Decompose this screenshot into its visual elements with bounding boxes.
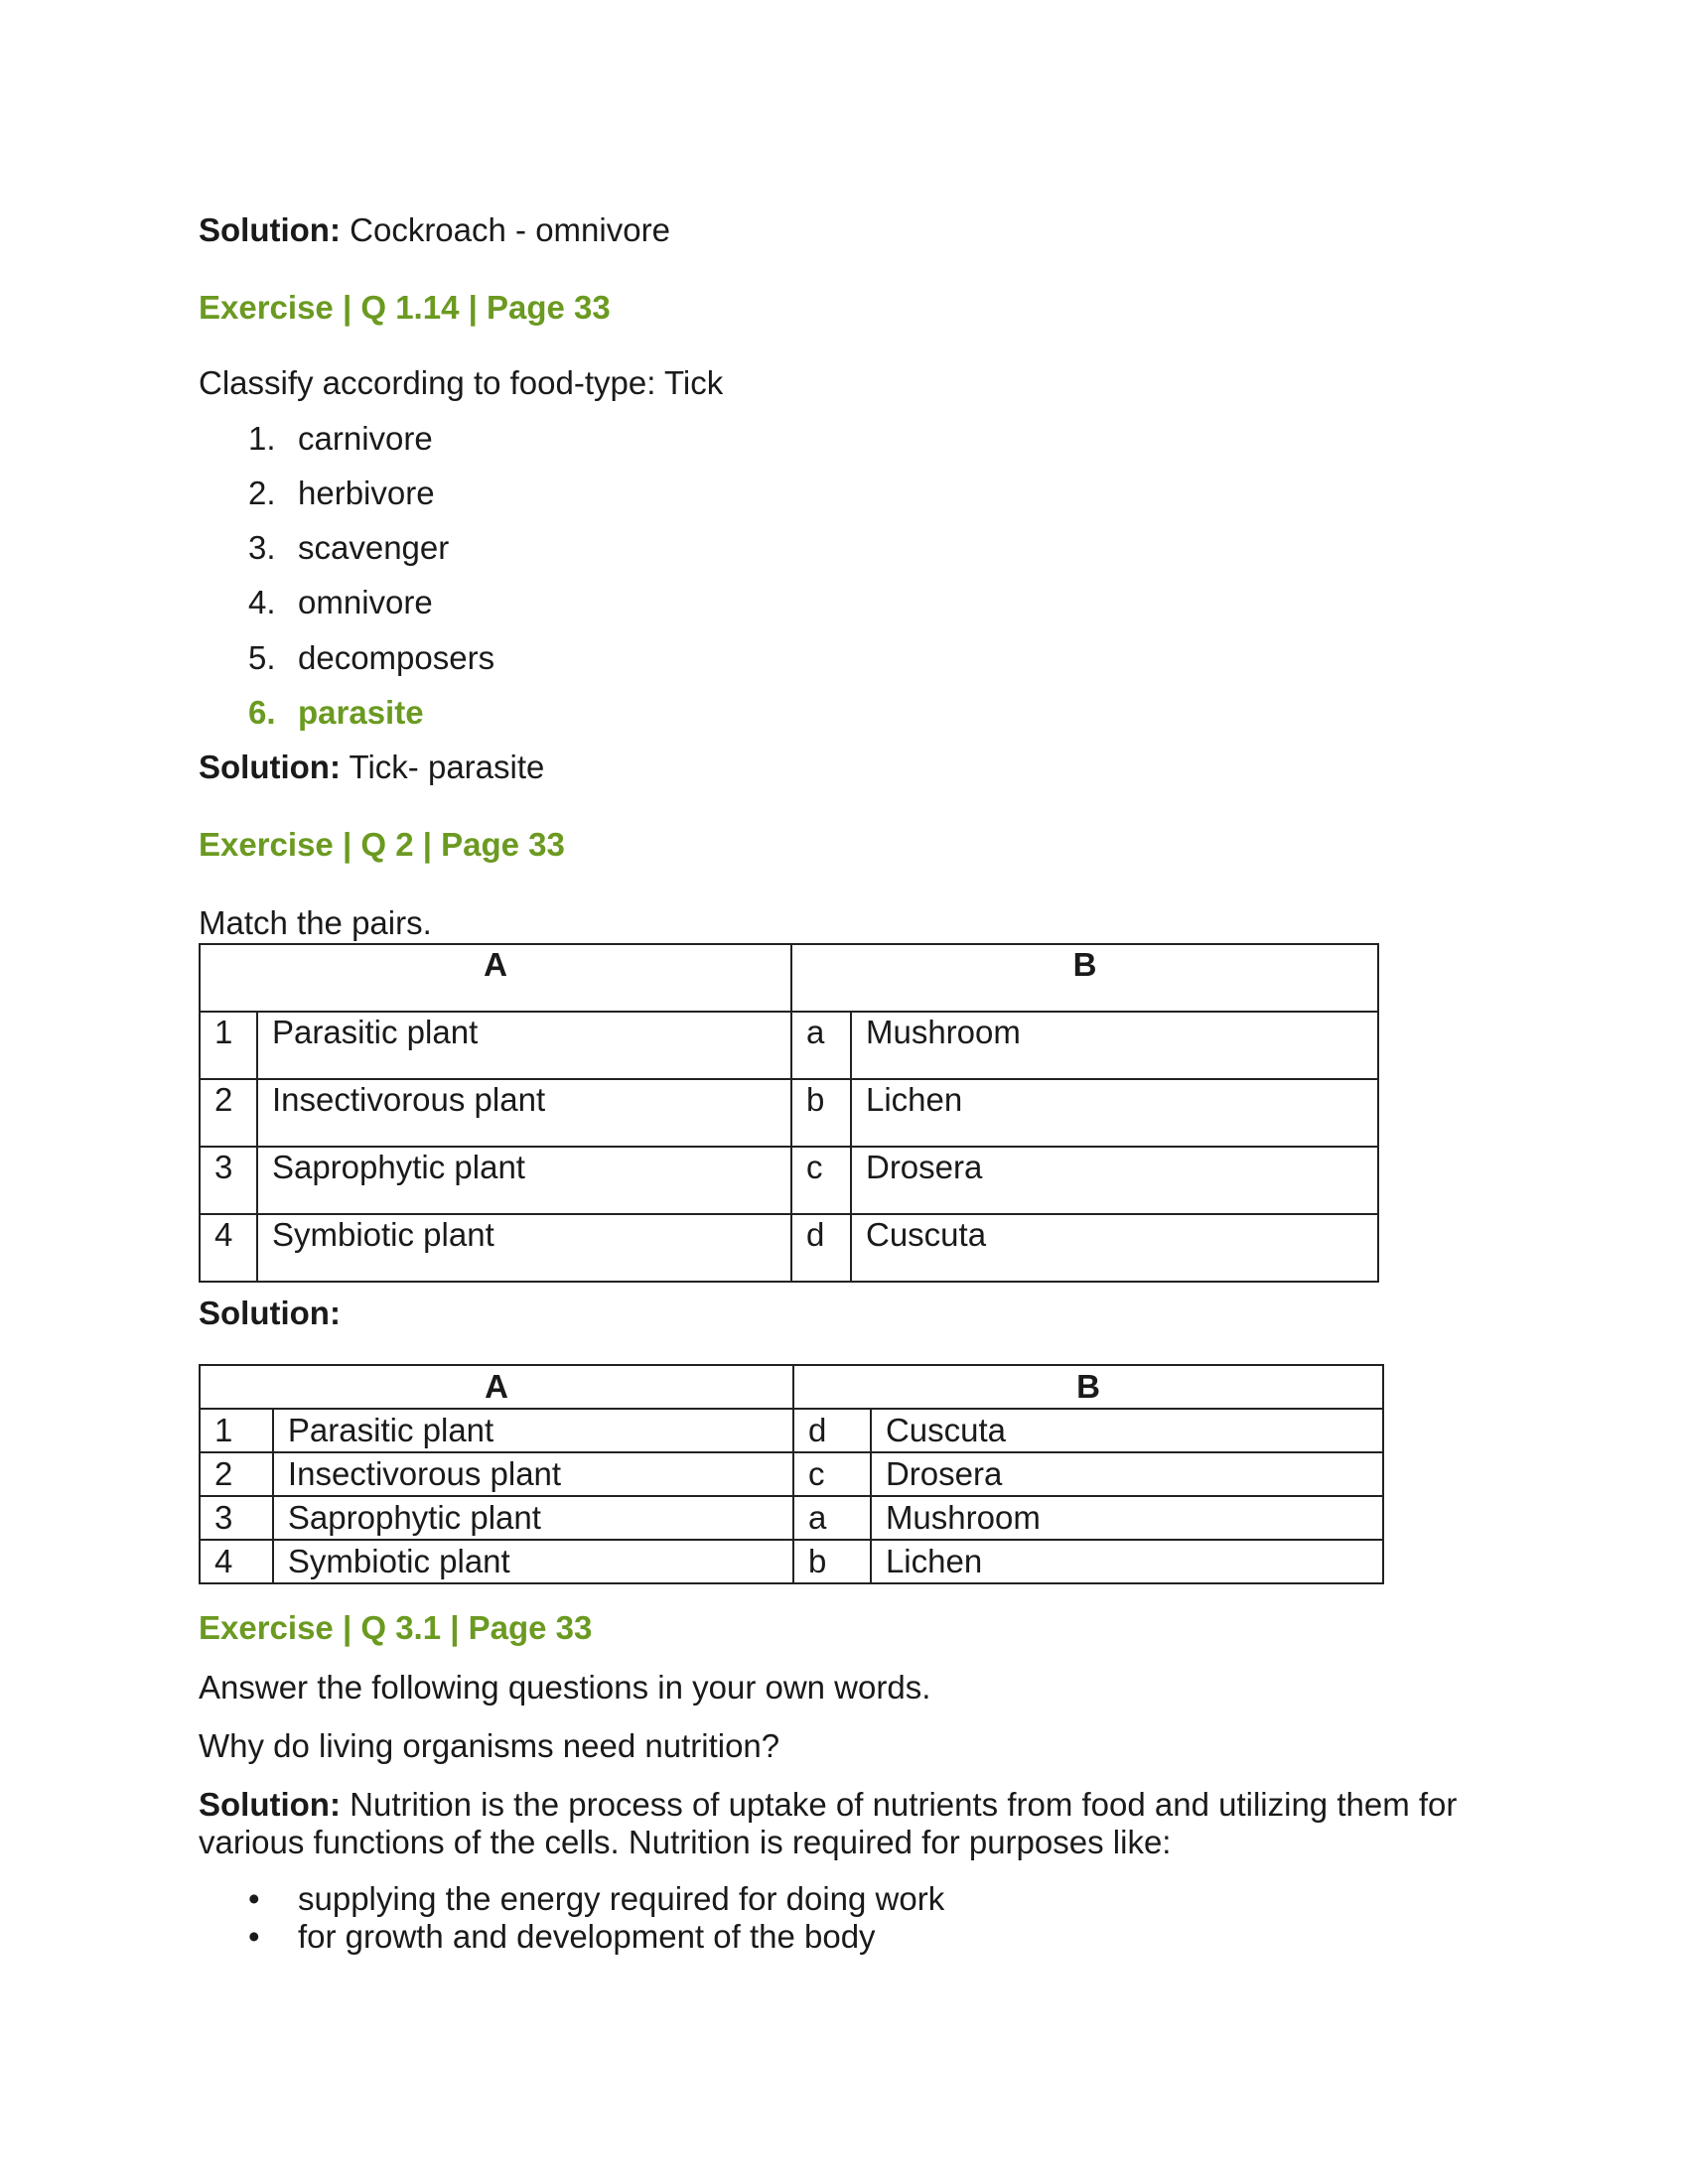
table-row: 2 Insectivorous plant c Drosera	[200, 1452, 1383, 1496]
exercise-heading-1: Exercise | Q 1.14 | Page 33	[199, 289, 611, 326]
question-1: Classify according to food-type: Tick	[199, 364, 724, 401]
solution-2	[199, 748, 544, 787]
bullet-item: • supplying the energy required for doing work	[248, 1880, 945, 1917]
exercise-heading-3: Exercise | Q 3.1 | Page 33	[199, 1609, 593, 1646]
match-table	[199, 943, 1379, 1283]
column-a-header: A	[200, 944, 791, 1012]
table-row: 2 Insectivorous plant b Lichen	[200, 1079, 1378, 1147]
table-row: 4 Symbiotic plant b Lichen	[200, 1540, 1383, 1583]
solution-label: Solution:	[199, 749, 341, 785]
solution-4	[199, 1786, 1489, 1861]
instruction-3: Answer the following questions in your own words.	[199, 1669, 931, 1706]
table-row: 3 Saprophytic plant c Drosera	[200, 1147, 1378, 1214]
solution-text: Nutrition is the process of uptake of nutrients from food and utilizing them for various functions of the cells. Nutrition is required for purposes like:	[199, 1786, 1458, 1860]
solution-1	[199, 210, 670, 250]
table-row: 1 Parasitic plant a Mushroom	[200, 1012, 1378, 1079]
option-item: 1. carnivore	[248, 420, 433, 457]
option-item: 2. herbivore	[248, 475, 435, 511]
solution-label: Solution:	[199, 1786, 341, 1823]
table-header-row	[200, 1365, 1383, 1409]
solution-text: Tick- parasite	[340, 749, 545, 785]
column-b-header: B	[793, 1365, 1383, 1409]
question-2: Match the pairs.	[199, 904, 432, 941]
table-row: 3 Saprophytic plant a Mushroom	[200, 1496, 1383, 1540]
solution-table	[199, 1364, 1384, 1584]
table-row: 1 Parasitic plant d Cuscuta	[200, 1409, 1383, 1452]
option-item-correct: 6. parasite	[248, 694, 424, 731]
table-row: 4 Symbiotic plant d Cuscuta	[200, 1214, 1378, 1282]
question-3: Why do living organisms need nutrition?	[199, 1727, 780, 1764]
column-a-header: A	[200, 1365, 793, 1409]
solution-label: Solution:	[199, 211, 341, 248]
bullet-item: • for growth and development of the body	[248, 1918, 876, 1955]
option-item: 5. decomposers	[248, 639, 495, 676]
table-header-row	[200, 944, 1378, 1012]
option-item: 3. scavenger	[248, 529, 450, 566]
solution-3-label: Solution:	[199, 1295, 341, 1331]
solution-text: Cockroach - omnivore	[340, 211, 670, 248]
column-b-header: B	[791, 944, 1378, 1012]
exercise-heading-2: Exercise | Q 2 | Page 33	[199, 826, 565, 863]
option-item: 4. omnivore	[248, 584, 433, 620]
